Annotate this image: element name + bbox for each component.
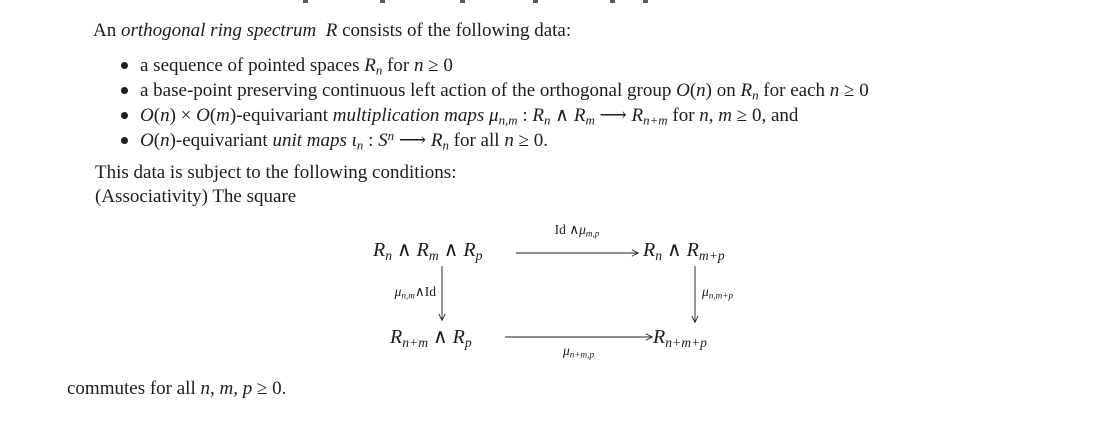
text-segment: n <box>387 128 395 144</box>
text-segment: n, m <box>699 105 733 126</box>
text-segment: multiplication maps <box>332 105 490 126</box>
bullet-item-group-action <box>140 79 869 102</box>
text-segment: n+m,p <box>569 349 595 360</box>
text-segment: n, m, p <box>200 378 253 399</box>
text-segment: )-equivariant <box>169 130 273 151</box>
text-segment: m <box>585 112 595 128</box>
text-segment: ≥ 0. <box>513 130 548 151</box>
text-segment: This data is subject to the following conditions: <box>95 162 457 183</box>
text-segment: n <box>696 80 706 101</box>
text-segment: n <box>504 130 514 151</box>
text-segment: m <box>428 247 439 263</box>
text-segment: ( <box>153 130 161 151</box>
text-segment: consists of the following data: <box>337 20 572 41</box>
text-segment: a base-point preserving continuous left action of the orthogonal group <box>140 80 677 101</box>
bullet-item-unit-maps <box>140 129 548 152</box>
text-segment: ( <box>209 105 217 126</box>
text-segment: ≥ 0, and <box>732 105 799 126</box>
text-segment: commutes for all <box>67 378 201 399</box>
text-segment: m,p <box>585 228 600 239</box>
text-segment: for all <box>448 130 505 151</box>
text-segment: ∧ <box>438 239 464 261</box>
text-segment: R <box>452 326 465 348</box>
text-segment: An <box>93 20 121 41</box>
text-segment: R <box>631 105 644 126</box>
text-segment: ι <box>351 130 357 151</box>
text-segment: : <box>363 130 379 151</box>
text-segment: a sequence of pointed spaces <box>140 55 365 76</box>
text-segment: R <box>416 239 429 261</box>
text-segment: S <box>378 130 388 151</box>
text-segment: ⟶ <box>394 130 431 151</box>
bullet-icon <box>121 112 128 119</box>
text-segment: μ <box>562 343 570 358</box>
text-segment: m+p <box>698 247 725 263</box>
text-segment: n+m <box>643 112 668 128</box>
text-segment: n <box>442 137 449 153</box>
text-segment: μ <box>579 222 586 237</box>
bullet-icon <box>121 137 128 144</box>
text-segment: for <box>382 55 414 76</box>
text-segment: R <box>573 105 586 126</box>
text-segment: μ <box>489 105 499 126</box>
cropped-glyph-mark <box>643 0 648 3</box>
text-segment: ∧Id <box>414 284 436 299</box>
text-segment: ∧ <box>662 239 687 261</box>
text-segment: R <box>643 239 656 261</box>
text-segment: n+m <box>402 334 429 350</box>
text-segment: O <box>196 105 210 126</box>
text-segment: n <box>356 137 364 153</box>
text-segment: n <box>655 247 663 263</box>
text-segment: R <box>430 130 443 151</box>
text-segment: O <box>140 130 154 151</box>
text-segment: n <box>413 55 424 76</box>
commutes-line <box>67 377 286 400</box>
text-segment: n <box>385 247 393 263</box>
text-segment: n,m+p <box>708 290 734 301</box>
text-segment: O <box>676 80 690 101</box>
text-segment: R <box>325 20 338 41</box>
text-segment: R <box>364 55 376 76</box>
cropped-glyph-mark <box>460 0 465 3</box>
associativity-line <box>95 185 296 208</box>
text-segment: n <box>829 80 840 101</box>
text-segment: m <box>216 105 230 126</box>
diagram-arrows <box>350 220 770 365</box>
text-segment: R <box>463 239 476 261</box>
text-segment: R <box>740 80 753 101</box>
intro-line <box>93 19 571 42</box>
text-segment: n <box>160 105 170 126</box>
bullet-icon <box>121 87 128 94</box>
cropped-glyph-mark <box>610 0 615 3</box>
text-segment: ∧ <box>392 239 417 261</box>
text-segment: R <box>532 105 544 126</box>
text-segment: p <box>464 334 472 350</box>
text-segment: R <box>373 239 386 261</box>
text-segment: R <box>686 239 699 261</box>
cropped-glyph-mark <box>380 0 385 3</box>
text-segment: n,m <box>498 112 518 128</box>
text-segment: Id ∧ <box>554 222 580 237</box>
cropped-glyph-mark <box>303 0 308 3</box>
text-segment: n+m+p <box>665 334 707 350</box>
text-segment: : <box>517 105 533 126</box>
text-segment: O <box>140 105 154 126</box>
text-segment: ≥ 0 <box>839 80 869 101</box>
text-segment: μ <box>702 284 709 299</box>
text-segment: n <box>543 112 551 128</box>
text-segment: (Associativity) The square <box>95 186 297 207</box>
text-segment: μ <box>394 284 402 299</box>
text-segment: for each <box>758 80 830 101</box>
text-segment: ) × <box>169 105 197 126</box>
text-segment: ∧ <box>428 326 453 348</box>
text-segment: ⟶ <box>594 105 632 126</box>
bullet-icon <box>121 62 128 69</box>
text-segment: ) on <box>705 80 741 101</box>
text-segment: n <box>160 130 170 151</box>
text-segment: for <box>667 105 700 126</box>
text-segment: p <box>475 247 483 263</box>
text-segment: n,m <box>401 290 415 301</box>
text-segment: ≥ 0. <box>252 378 287 399</box>
cropped-glyph-mark <box>533 0 538 3</box>
text-segment: ( <box>689 80 697 101</box>
text-segment <box>316 20 326 41</box>
text-segment: orthogonal ring spectrum <box>120 20 317 41</box>
text-segment: ( <box>153 105 161 126</box>
text-segment: ∧ <box>550 105 574 126</box>
text-segment: R <box>390 326 403 348</box>
text-segment: ≥ 0 <box>423 55 453 76</box>
text-segment: R <box>653 326 666 348</box>
text-segment: n <box>752 87 759 103</box>
bullet-item-multiplication-maps <box>140 104 798 127</box>
bullet-item-spaces <box>140 54 453 77</box>
text-segment: unit maps <box>272 130 352 151</box>
conditions-line <box>95 161 456 184</box>
text-segment: n <box>375 62 383 78</box>
text-segment: )-equivariant <box>229 105 333 126</box>
